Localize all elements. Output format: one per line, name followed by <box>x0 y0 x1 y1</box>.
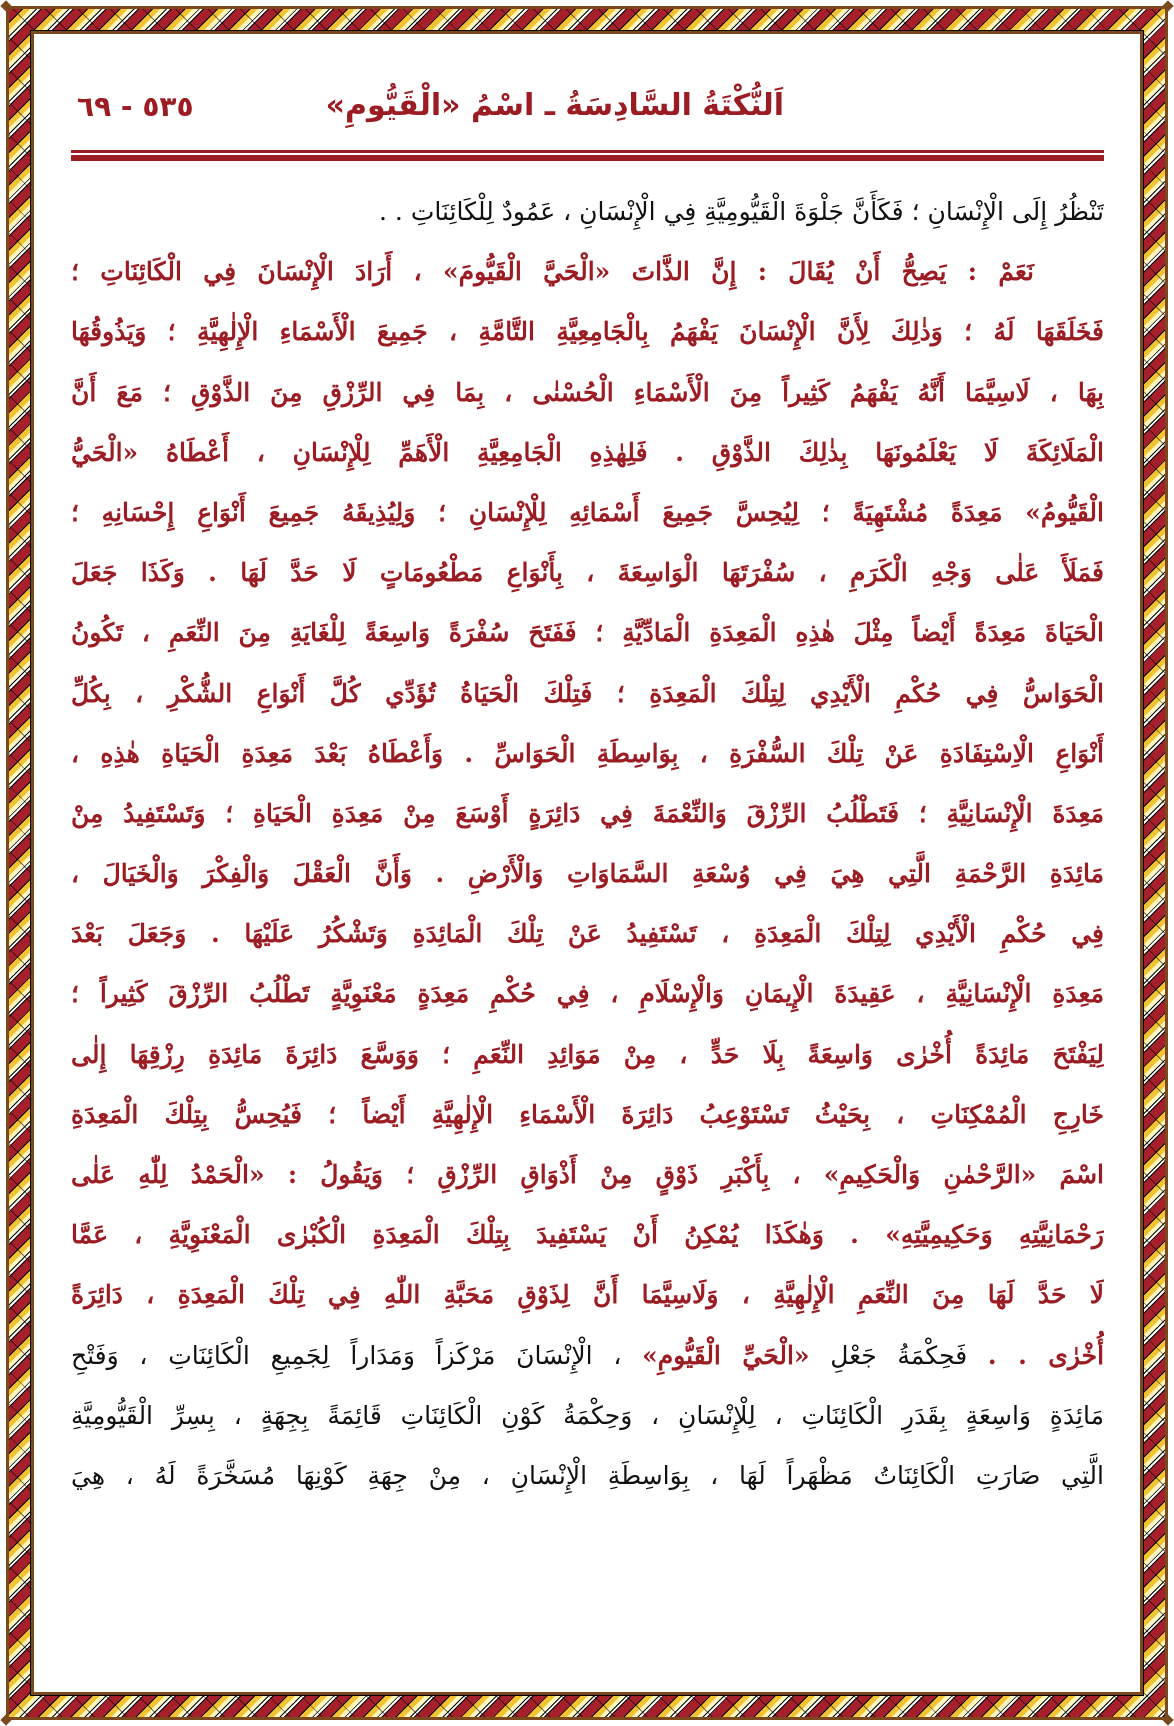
text-line: بِهَا ، لَاسِيَّمَا أَنَّهُ يَفْهَمُ كَثِيراً مِنَ الْأَسْمَاءِ الْحُسْنٰى ، بِمَا فِي الرِّزْقِ مِنَ الذَّوْقِ ؛ مَعَ أَنَّ <box>71 377 1104 407</box>
text-line: الْمَلَائِكَةَ لَا يَعْلَمُونَهَا بِذٰلِكَ الذَّوْقِ . فَلِهٰذِهِ الْجَامِعِيَّةِ الْأَهَمِّ لِلْإِنْسَانِ ، أَعْطَاهُ «الْحَيُّ <box>71 437 1104 467</box>
page-title: اَلنُّكْتَةُ السَّادِسَةُ ـ اسْمُ «الْقَيُّومِ» <box>325 88 784 123</box>
header-rule-thin <box>71 150 1104 153</box>
text-line: رَحْمَانِيَّتِهِ وَحَكِيمِيَّتِهِ» . وَهٰكَذَا يُمْكِنُ أَنْ يَسْتَفِيدَ بِتِلْكَ الْمَعِدَةِ الْكُبْرٰى الْمَعْنَوِيَّةِ ، عَمَّا <box>71 1220 1104 1250</box>
text-line: لِيَفْتَحَ مَائِدَةً أُخْرٰى وَاسِعَةً بِلَا حَدٍّ ، مِنْ مَوَائِدِ النِّعَمِ ؛ وَوَسَّعَ دَائِرَةَ مَائِدَةِ رِزْقِهَا إِلٰى <box>71 1039 1104 1069</box>
text-line: لَا حَدَّ لَهَا مِنَ النِّعَمِ الْإِلٰهِيَّةِ ، وَلَاسِيَّمَا أَنَّ لِذَوْقِ مَحَبَّةِ اللّٰهِ فِي تِلْكَ الْمَعِدَةِ ، دَائِرَةً <box>71 1280 1104 1310</box>
text-line: مَائِدَةٍ وَاسِعَةٍ بِقَدَرِ الْكَائِنَاتِ ، لِلْإِنْسَانِ ، وَحِكْمَةُ كَوْنِ الْكَائِنَاتِ قَائِمَةً بِجِهَةٍ ، بِسِرِّ الْقَيُّومِيَّةِ <box>71 1400 1104 1430</box>
text-line: فَخَلَقَهَا لَهُ ؛ وَذٰلِكَ لِأَنَّ الْإِنْسَانَ يَفْهَمُ بِالْجَامِعِيَّةِ التَّامَّةِ ، جَمِيعَ الْأَسْمَاءِ الْإِلٰهِيَّةِ ؛ وَيَذُوقُهَا <box>71 317 1104 347</box>
text-line: فِي حُكْمِ الْأَيْدِي لِتِلْكَ الْمَعِدَةِ ، تَسْتَفِيدُ عَنْ تِلْكَ الْمَائِدَةِ وَتَشْكُرُ عَلَيْهَا . وَجَعَلَ بَعْدَ <box>71 919 1104 949</box>
text-line-mixed <box>71 1326 1104 1386</box>
text-line: نَعَمْ : يَصِحُّ أَنْ يُقَالَ : إِنَّ الذَّاتَ «الْحَيَّ الْقَيُّومَ» ، أَرَادَ الْإِنْسَانَ فِي الْكَائِنَاتِ ؛ <box>71 257 1034 287</box>
text-line: فَمَلَأَ عَلٰى وَجْهِ الْكَرَمِ ، سُفْرَتَهَا الْوَاسِعَةَ ، بِأَنْوَاعِ مَطْعُومَاتٍ لَا حَدَّ لَهَا . وَكَذَا جَعَلَ <box>71 558 1104 588</box>
page-header <box>71 88 1104 138</box>
text-line: أَنْوَاعِ الْاِسْتِفَادَةِ عَنْ تِلْكَ السُّفْرَةِ ، بِوَاسِطَةِ الْحَوَاسِّ . وَأَعْطَاهُ بَعْدَ مَعِدَةِ الْحَيَاةِ هٰذِهِ ، <box>71 738 1104 768</box>
page-numbers: ٥٣٥ - ٦٩ <box>77 90 194 123</box>
text-segment: فَحِكْمَةُ جَعْلِ <box>809 1340 988 1370</box>
text-line: الْحَوَاسُّ فِي حُكْمِ الْأَيْدِي لِتِلْكَ الْمَعِدَةِ ؛ فَتِلْكَ الْحَيَاةُ تُؤَدِّي كُلَّ أَنْوَاعِ الشُّكْرِ ، بِكُلِّ <box>71 678 1104 708</box>
text-line: الْقَيُّومُ» مَعِدَةً مُشْتَهِيَةً ؛ لِيُحِسَّ جَمِيعَ أَسْمَائِهِ لِلْإِنْسَانِ ؛ وَلِيُذِيقَهُ جَمِيعَ أَنْوَاعِ إِحْسَانِهِ ؛ <box>71 497 1104 527</box>
text-line: خَارِجِ الْمُمْكِنَاتِ ، بِحَيْثُ تَسْتَوْعِبُ دَائِرَةَ الْأَسْمَاءِ الْإِلٰهِيَّةِ أَيْضاً ؛ فَيُحِسُّ بِتِلْكَ الْمَعِدَةِ <box>71 1099 1104 1129</box>
header-rule-thick <box>71 155 1104 161</box>
text-segment-red: أُخْرٰى . . <box>987 1340 1104 1370</box>
text-line: الَّتِي صَارَتِ الْكَائِنَاتُ مَظْهَراً لَهَا ، بِوَاسِطَةِ الْإِنْسَانِ ، مِنْ جِهَةِ كَوْنِهَا مُسَخَّرَةً لَهُ ، هِيَ <box>71 1460 1104 1490</box>
text-line: الْحَيَاةَ مَعِدَةً أَيْضاً مِثْلَ هٰذِهِ الْمَعِدَةِ الْمَادِّيَّةِ ؛ فَفَتَحَ سُفْرَةً وَاسِعَةً لِلْغَايَةِ مِنَ النِّعَمِ ، تَكُونُ <box>71 618 1104 648</box>
text-line: مَعِدَةِ الْإِنْسَانِيَّةِ ، عَقِيدَةَ الْإِيمَانِ وَالْإِسْلَامِ ، فِي حُكْمِ مَعِدَةٍ مَعْنَوِيَّةٍ تَطْلُبُ الرِّزْقَ كَثِيراً ؛ <box>71 979 1104 1009</box>
text-line: مَعِدَةَ الْإِنْسَانِيَّةِ ؛ فَتَطْلُبُ الرِّزْقَ وَالنِّعْمَةَ فِي دَائِرَةٍ أَوْسَعَ مِنْ مَعِدَةِ الْحَيَاةِ ؛ وَتَسْتَفِيدُ مِنْ <box>71 798 1104 828</box>
text-line: تَنْظُرُ إِلَى الْإِنْسَانِ ؛ فَكَأَنَّ جَلْوَةَ الْقَيُّومِيَّةِ فِي الْإِنْسَانِ ، عَمُودٌ لِلْكَائِنَاتِ . . <box>379 197 1104 226</box>
text-segment: ، الْإِنْسَانَ مَرْكَزاً وَمَدَاراً لِجَمِيعِ الْكَائِنَاتِ ، وَفَتْحِ <box>71 1340 643 1370</box>
page-body <box>71 182 1104 1506</box>
highlighted-name: «الْحَيِّ الْقَيُّومِ» <box>642 1340 810 1370</box>
text-line: مَائِدَةِ الرَّحْمَةِ الَّتِي هِيَ فِي وُسْعَةِ السَّمَاوَاتِ وَالْأَرْضِ . وَأَنَّ الْعَقْلَ وَالْفِكْرَ وَالْخَيَالَ ، <box>71 859 1104 889</box>
text-line: اسْمَ «الرَّحْمٰنِ وَالْحَكِيمِ» ، بِأَكْبَرِ ذَوْقٍ مِنْ أَذْوَاقِ الرِّزْقِ ؛ وَيَقُولُ : «الْحَمْدُ لِلّٰهِ عَلٰى <box>71 1160 1104 1189</box>
